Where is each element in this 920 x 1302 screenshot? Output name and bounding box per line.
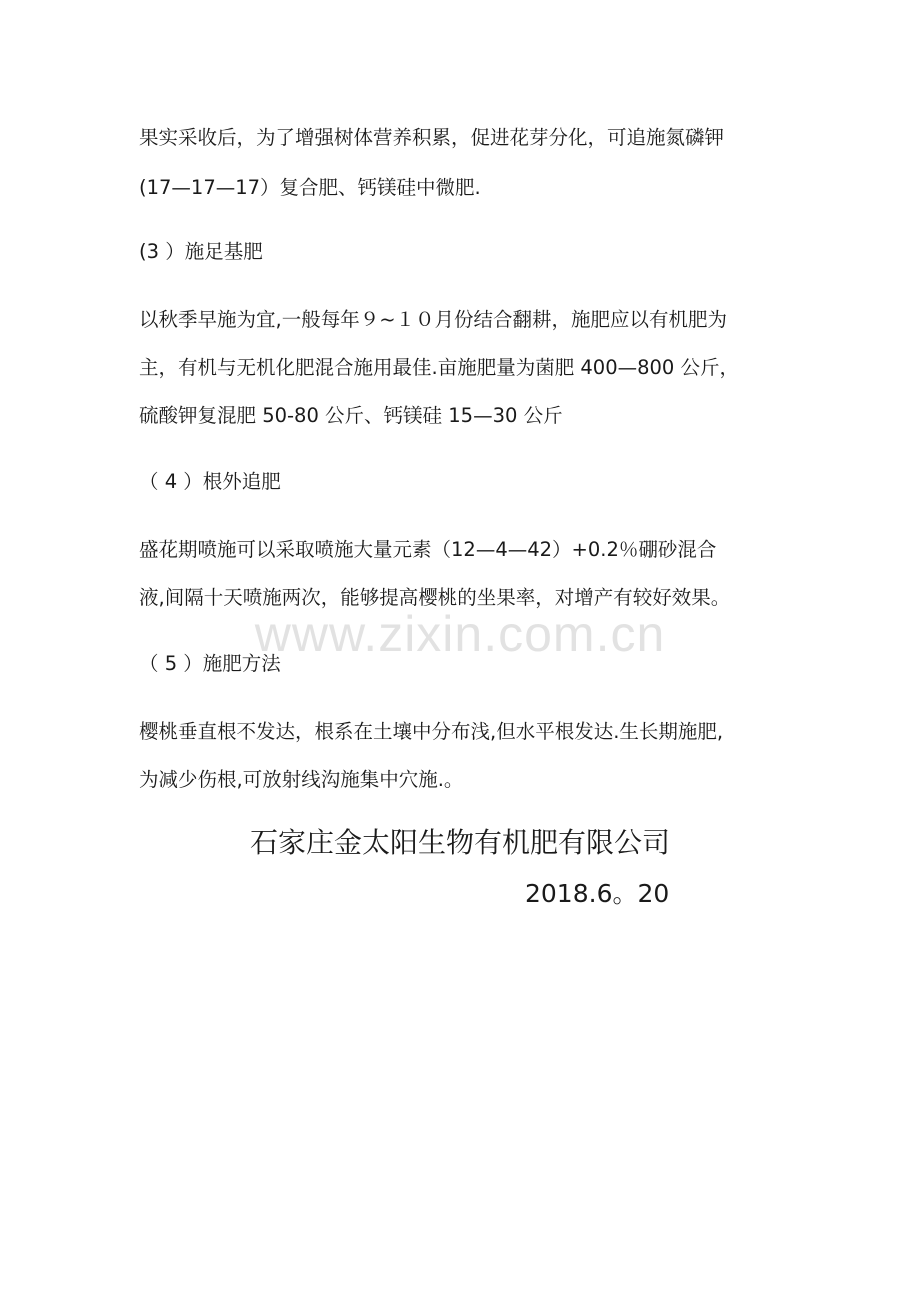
paragraph-line: 樱桃垂直根不发达，根系在土壤中分布浅,但水平根发达.生长期施肥, [139,720,724,743]
paragraph-line: 液,间隔十天喷施两次，能够提高樱桃的坐果率，对增产有较好效果。 [139,586,731,609]
company-signature: 石家庄金太阳生物有机肥有限公司 [249,826,670,859]
paragraph-line: 硫酸钾复混肥 50-80 公斤、钙镁硅 15—30 公斤 [139,404,563,427]
paragraph-line: 主，有机与无机化肥混合施用最佳.亩施肥量为菌肥 400—800 公斤， [139,356,740,379]
section-heading: （ 5 ）施肥方法 [139,652,281,675]
paragraph-line: 以秋季早施为宜,一般每年９~１０月份结合翻耕，施肥应以有机肥为 [139,308,728,331]
section-heading: (3 ）施足基肥 [139,240,263,263]
paragraph-line: 果实采收后，为了增强树体营养积累，促进花芽分化，可追施氮磷钾 [139,126,725,149]
paragraph-line: (17—17—17）复合肥、钙镁硅中微肥. [139,176,481,199]
section-heading: （ 4 ）根外追肥 [139,470,281,493]
watermark: www.zixin.com.cn [254,606,666,662]
paragraph-line: 为减少伤根,可放射线沟施集中穴施.。 [139,768,464,791]
document-date: 2018.6。20 [525,879,670,908]
paragraph-line: 盛花期喷施可以采取喷施大量元素（12—4—42）+0.2％硼砂混合 [139,538,717,561]
